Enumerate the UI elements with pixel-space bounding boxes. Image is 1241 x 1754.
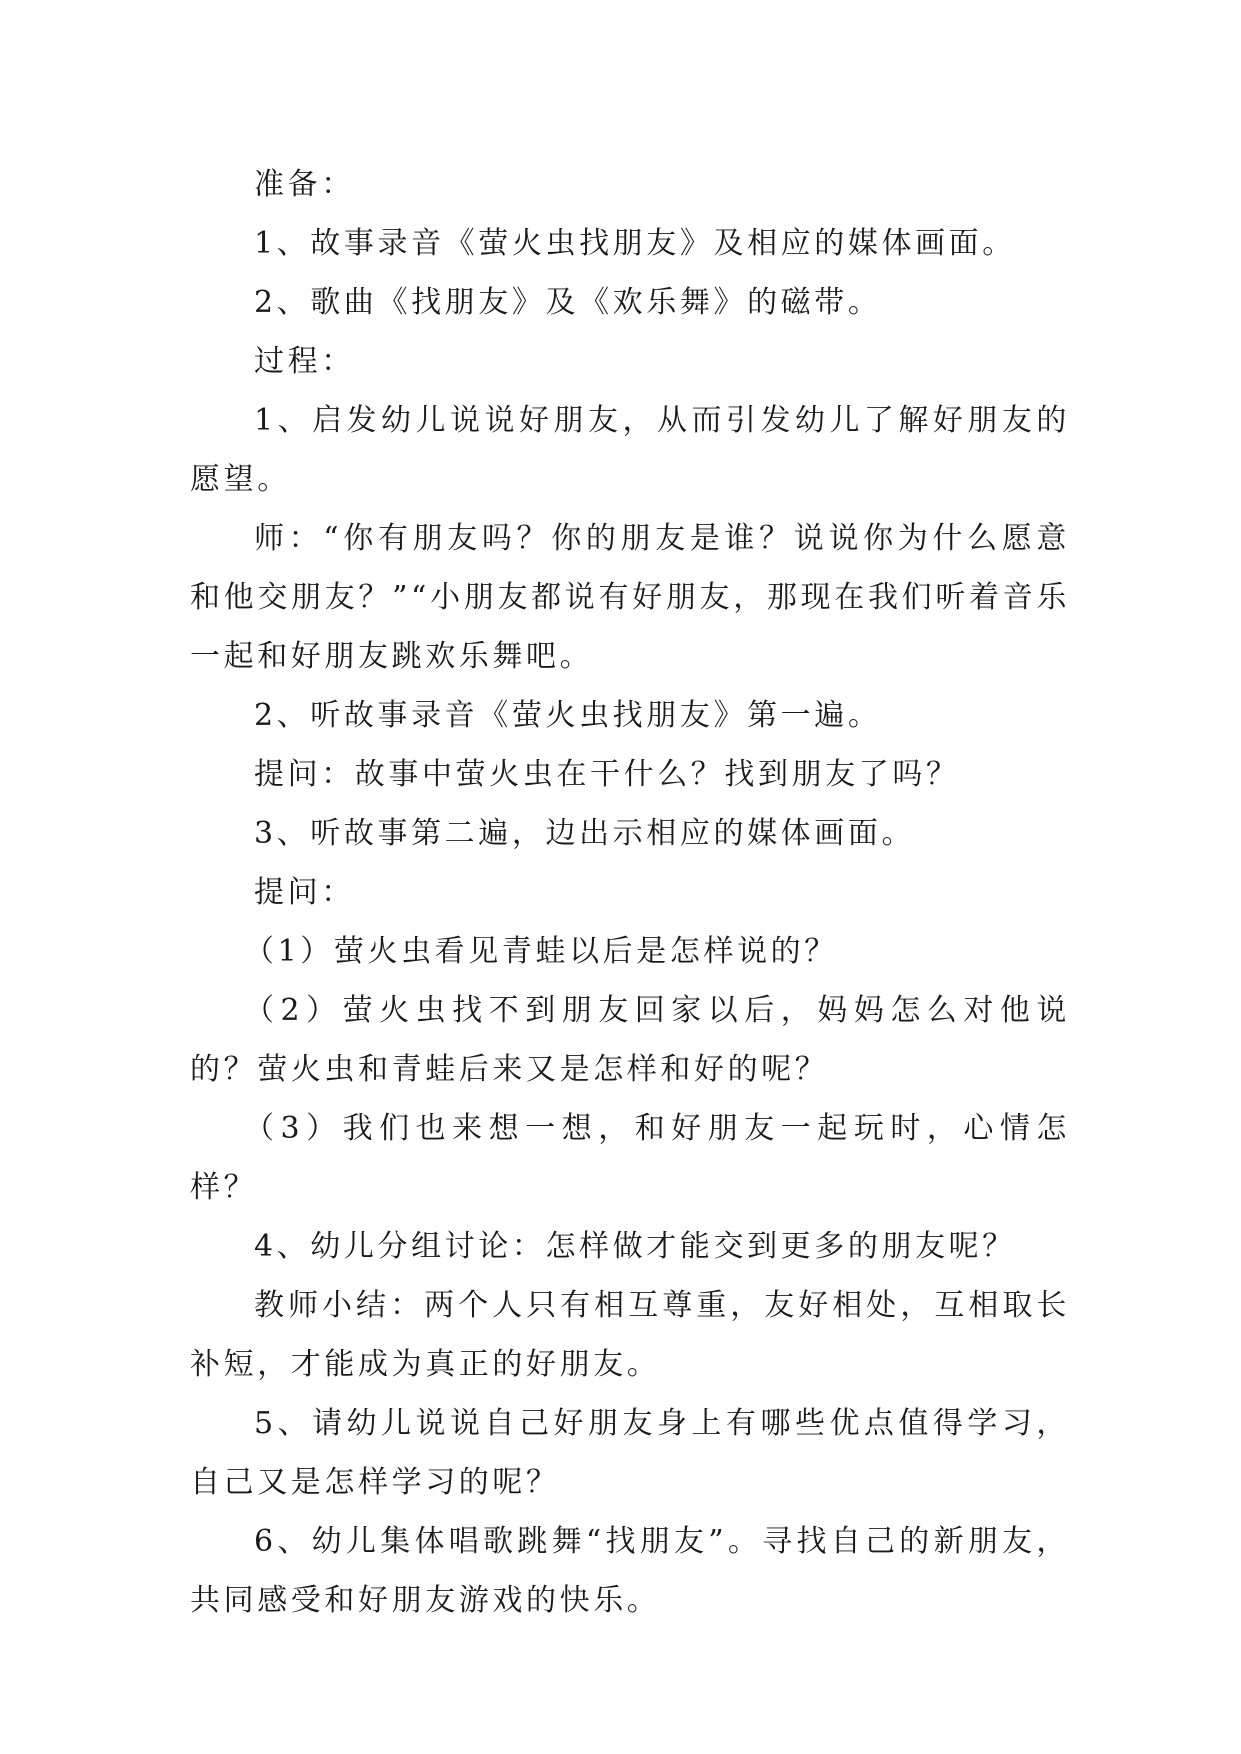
process-step-1: 1、启发幼儿说说好朋友，从而引发幼儿了解好朋友的愿望。 — [190, 403, 1070, 497]
preparation-item-1: 1、故事录音《萤火虫找朋友》及相应的媒体画面。 — [254, 226, 1016, 261]
process-step-3: 3、听故事第二遍，边出示相应的媒体画面。 — [254, 816, 916, 851]
question-item-3: （3）我们也来想一想，和好朋友一起玩时，心情怎样？ — [190, 1111, 1070, 1205]
question-item-2: （2）萤火虫找不到朋友回家以后，妈妈怎么对他说的？萤火虫和青蛙后来又是怎样和好的呢？ — [190, 993, 1070, 1087]
section-heading-process: 过程： — [254, 344, 355, 379]
process-step-4: 4、幼儿分组讨论：怎样做才能交到更多的朋友呢？ — [254, 1229, 1016, 1264]
document-page — [190, 155, 1070, 1630]
teacher-dialogue: 师：“你有朋友吗？你的朋友是谁？说说你为什么愿意和他交朋友？”“小朋友都说有好朋友，那现在我们听着音乐一起和好朋友跳欢乐舞吧。 — [190, 521, 1070, 674]
process-step-2: 2、听故事录音《萤火虫找朋友》第一遍。 — [254, 698, 882, 733]
question-item-1: （1）萤火虫看见青蛙以后是怎样说的？ — [244, 934, 838, 969]
section-heading-preparation: 准备： — [254, 167, 355, 202]
question-paragraph-1: 提问：故事中萤火虫在干什么？找到朋友了吗？ — [254, 757, 960, 792]
question-heading: 提问： — [254, 875, 355, 910]
preparation-item-2: 2、歌曲《找朋友》及《欢乐舞》的磁带。 — [254, 285, 882, 320]
teacher-summary: 教师小结：两个人只有相互尊重，友好相处，互相取长补短，才能成为真正的好朋友。 — [190, 1288, 1070, 1382]
process-step-5: 5、请幼儿说说自己好朋友身上有哪些优点值得学习，自己又是怎样学习的呢？ — [190, 1406, 1070, 1500]
process-step-6: 6、幼儿集体唱歌跳舞“找朋友”。寻找自己的新朋友，共同感受和好朋友游戏的快乐。 — [190, 1524, 1070, 1618]
